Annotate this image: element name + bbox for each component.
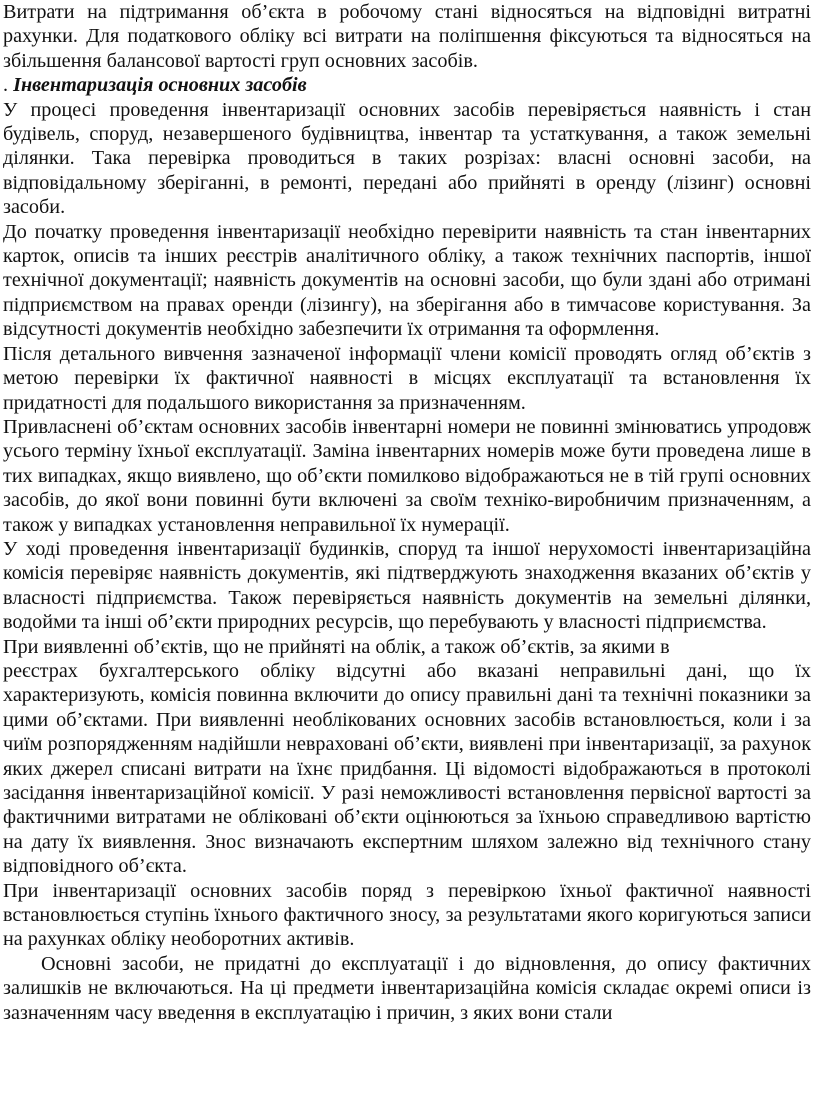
paragraph-inventory-numbers: Привласнені об’єктам основних засобів інвентарні номери не повинні змінюватись упродовж усього терміну їхньої експлуатації. Заміна інвентарних номерів може бути проведена лише в тих випадках, якщо виявлено, що об’єкти помилково відображаються не в тій групі основних засобів, до якої вони повинні бути включені за своїм техніко-виробничим призначенням, а також у випадках установлення неправильної їх нумерації. [3,415,811,536]
heading-prefix: . [3,74,14,97]
section-heading-line [3,73,811,97]
paragraph-unrecorded-objects-start: При виявленні об’єктів, що не прийняті на облік, а також об’єктів, за якими в [3,635,670,658]
paragraph-real-estate: У ході проведення інвентаризації будинків, споруд та іншої нерухомості інвентаризаційна комісія перевіряє наявність документів, які підтверджують знаходження вказаних об’єктів у власності підприємства. Також перевіряється наявність документів на земельні ділянки, водойми та інші об’єкти природних ресурсів, що перебувають у власності підприємства. [3,537,811,634]
section-heading: Інвентаризація основних засобів [13,74,307,97]
paragraph-inventory-scope: У процесі проведення інвентаризації основних засобів перевіряється наявність і стан будівель, споруд, незавершеного будівництва, інвентар та устаткування, а також земельні ділянки. Така перевірка проводиться в таких розрізах: власні основні засоби, на відповідальному зберіганні, в ремонті, передані або прийняті в оренду (лізинг) основні засоби. [3,98,811,219]
paragraph-maintenance-costs: Витрати на підтримання об’єкта в робочому стані відносяться на відповідні витратні рахунки. Для податкового обліку всі витрати на поліпшення фіксуються та відносяться на збільшення балансової вартості груп основних засобів. [3,1,811,72]
paragraph-unusable-assets: Основні засоби, не придатні до експлуатації і до відновлення, до опису фактичних залишків не включаються. На ці предмети інвентаризаційна комісія складає окремі описи із зазначенням часу введення в експлуатацію і причин, з яких вони стали [3,952,811,1024]
paragraph-inspection: Після детального вивчення зазначеної інформації члени комісії проводять огляд об’єктів з метою перевірки їх фактичної наявності в місцях експлуатації та встановлення їх придатності для подальшого використання за призначенням. [3,342,811,414]
document-page [3,0,811,1025]
paragraph-preparation: До початку проведення інвентаризації необхідно перевірити наявність та стан інвентарних карток, описів та інших реєстрів аналітичного обліку, а також технічних паспортів, іншої технічної документації; наявність документів на основні засоби, що були здані або отримані підприємством на правах оренди (лізингу), на зберігання або в тимчасове користування. За відсутності документів необхідно забезпечити їх отримання та оформлення. [3,220,811,341]
paragraph-unrecorded-objects: реєстрах бухгалтерського обліку відсутні або вказані неправильні дані, що їх характеризують, комісія повинна включити до опису правильні дані та технічні показники за цими об’єктами. При виявленні необлікованих основних засобів встановлюється, коли і за чиїм розпорядженням надійшли невраховані об’єкти, виявлені при інвентаризації, за рахунок яких джерел списані витрати на їхнє придбання. Ці відомості відображаються в протоколі засідання інвентаризаційної комісії. У разі неможливості встановлення первісної вартості за фактичними витратами не обліковані об’єкти оцінюються за їхньою справедливою вартістю на дату їх виявлення. Знос визначають експертним шляхом залежно від технічного стану відповідного об’єкта. [3,659,811,878]
paragraph-depreciation: При інвентаризації основних засобів поряд з перевіркою їхньої фактичної наявності встановлюється ступінь їхнього фактичного зносу, за результатами якого коригуються записи на рахунках обліку необоротних активів. [3,879,811,951]
